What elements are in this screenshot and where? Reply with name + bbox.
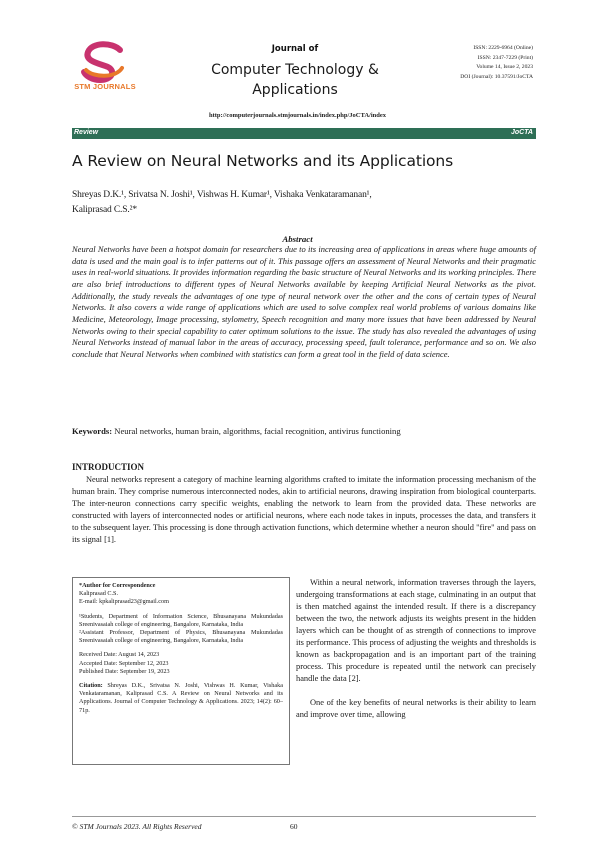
citation-text: Shreyas D.K., Srivatsa N. Joshi, Vishwas H. Kumar, Vishaka Venkataramanan, Kaliprasad C.S. A Review on Neural Networks and its Applications. Journal of Computer Technology & Applications. 2023; 14(2): 60–71p. bbox=[79, 682, 283, 714]
published-date: Published Date: September 19, 2023 bbox=[79, 667, 170, 675]
affiliation-1: ¹Students, Department of Information Science, Bhusanayana Mukundadas Sreenivasaiah college of engineering, Bangalore, Karnataka, India bbox=[79, 612, 283, 628]
journal-abbrev-label: JoCTA bbox=[510, 129, 533, 136]
introduction-heading: INTRODUCTION bbox=[72, 462, 145, 472]
article-title: A Review on Neural Networks and its Applications bbox=[72, 152, 454, 170]
correspondence-heading: *Author for Correspondence bbox=[79, 582, 156, 589]
abstract-text: Neural Networks have been a hotspot domain for researchers due to its increasing area of applications in areas where huge amounts of data is used and the main goal is to infer patterns out of it. This passage offers an assessment of Neural Networks and their pragmatic uses in real-world situations. It provides information regarding the basic structure of Neural Networks and its working principles. There are also brief introductions to different types of Neural Networks available by keeping Artificial Neural Networks as the pivot. Additionally, the study reveals the advantages of one type of neural network over the other and the cons of certain types of Neural Networks. It also covers a wide range of applications which are used to solve complex real world problems of various domains like Medicine, Meteorology, Image processing, stylometry, Speech recognition and many more issues that have been addressed by Neural Networks owing to their special capability to cater optimum solutions to the issue. The study has also revealed the advantages of using Neural Networks instead of manual labor in the areas of accuracy, processing speed, fault tolerance, performance and so on. We also conclude that Neural Networks when combined with statistics can form a great tool in the field of data science. bbox=[72, 244, 536, 359]
correspondence-box bbox=[72, 577, 290, 765]
keywords-label: Keywords: bbox=[72, 426, 113, 436]
journal-doi: DOI (Journal): 10.37591/JoCTA bbox=[460, 73, 533, 80]
journal-title: Computer Technology & Applications bbox=[211, 62, 379, 98]
issn-block bbox=[460, 44, 533, 82]
citation-label: Citation: bbox=[79, 682, 103, 690]
right-column-paragraph-2: One of the key benefits of neural networks is their ability to learn and improve over time, allowing bbox=[296, 698, 536, 720]
page-number: 60 bbox=[290, 822, 298, 831]
issn-print: ISSN: 2347-7229 (Print) bbox=[477, 54, 533, 61]
author-list bbox=[72, 188, 542, 218]
journal-url-link[interactable]: http://computerjournals.stmjournals.in/index.php/JoCTA/index bbox=[208, 112, 387, 119]
right-column-paragraph-1: Within a neural network, information traverses through the layers, undergoing transformations at each stage, culminating in an output that is then matched against the intended result. If there is a discrepancy between the two, the network adjusts its weights present in the hidden layers which can be thought of as strength of connections to improve its performance. This process of adjusting the weights and thresholds is known as backpropagation and is an important part of the training process. This procedure is repeated until the network can precisely handle the data [2]. bbox=[296, 578, 536, 684]
publisher-logo-text: STM JOURNALS bbox=[74, 82, 136, 91]
correspondence-email[interactable]: E-mail: kpkaliprasad23@gmail.com bbox=[79, 598, 169, 606]
right-column bbox=[296, 577, 536, 722]
accepted-date: Accepted Date: September 12, 2023 bbox=[79, 659, 169, 667]
issn-online: ISSN: 2229-6964 (Online) bbox=[473, 45, 533, 51]
authors-line-1: Shreyas D.K.¹, Srivatsa N. Joshi¹, Vishwas H. Kumar¹, Vishaka Venkataramanan¹, bbox=[72, 190, 372, 200]
affiliation-2: ²Assistant Professor, Department of Physics, Bhusanayana Mukundadas Sreenivasaiah college of engineering, Bangalore, Karnataka, India bbox=[79, 629, 283, 645]
volume-issue: Volume 14, Issue 2, 2023 bbox=[476, 64, 533, 71]
section-band bbox=[72, 128, 536, 139]
received-date: Received Date: August 14, 2023 bbox=[79, 651, 160, 659]
authors-line-2: Kaliprasad C.S.²* bbox=[72, 205, 137, 215]
journal-of-label: Journal of bbox=[271, 44, 319, 54]
citation bbox=[79, 682, 283, 715]
article-type-label: Review bbox=[74, 129, 99, 136]
abstract-heading: Abstract bbox=[282, 234, 313, 244]
stm-journals-logo-icon bbox=[72, 40, 136, 88]
footer-divider bbox=[72, 816, 536, 817]
correspondence-name: Kaliprasad C.S. bbox=[79, 590, 119, 598]
keywords bbox=[72, 426, 536, 436]
keywords-text: Neural networks, human brain, algorithms, facial recognition, antivirus functioning bbox=[114, 426, 401, 436]
footer-copyright: © STM Journals 2023. All Rights Reserved bbox=[72, 822, 202, 831]
introduction-paragraph: Neural networks represent a category of machine learning algorithms crafted to imitate the information processing mechanism of the human brain. They comprise numerous interconnected nodes, akin to artificial neurons, drawing inspiration from biological counterparts. The inter-neuron connections carry specific weights, enabling the network to learn from the provided data. These networks are constructed with layers of interconnected nodes or artificial neurons, where each node takes in inputs, processes the data, and transfers it to the subsequent layer. This processing is done through activation functions, which determine whether a neuron should "fire" and pass on its signal [1]. bbox=[72, 475, 536, 545]
